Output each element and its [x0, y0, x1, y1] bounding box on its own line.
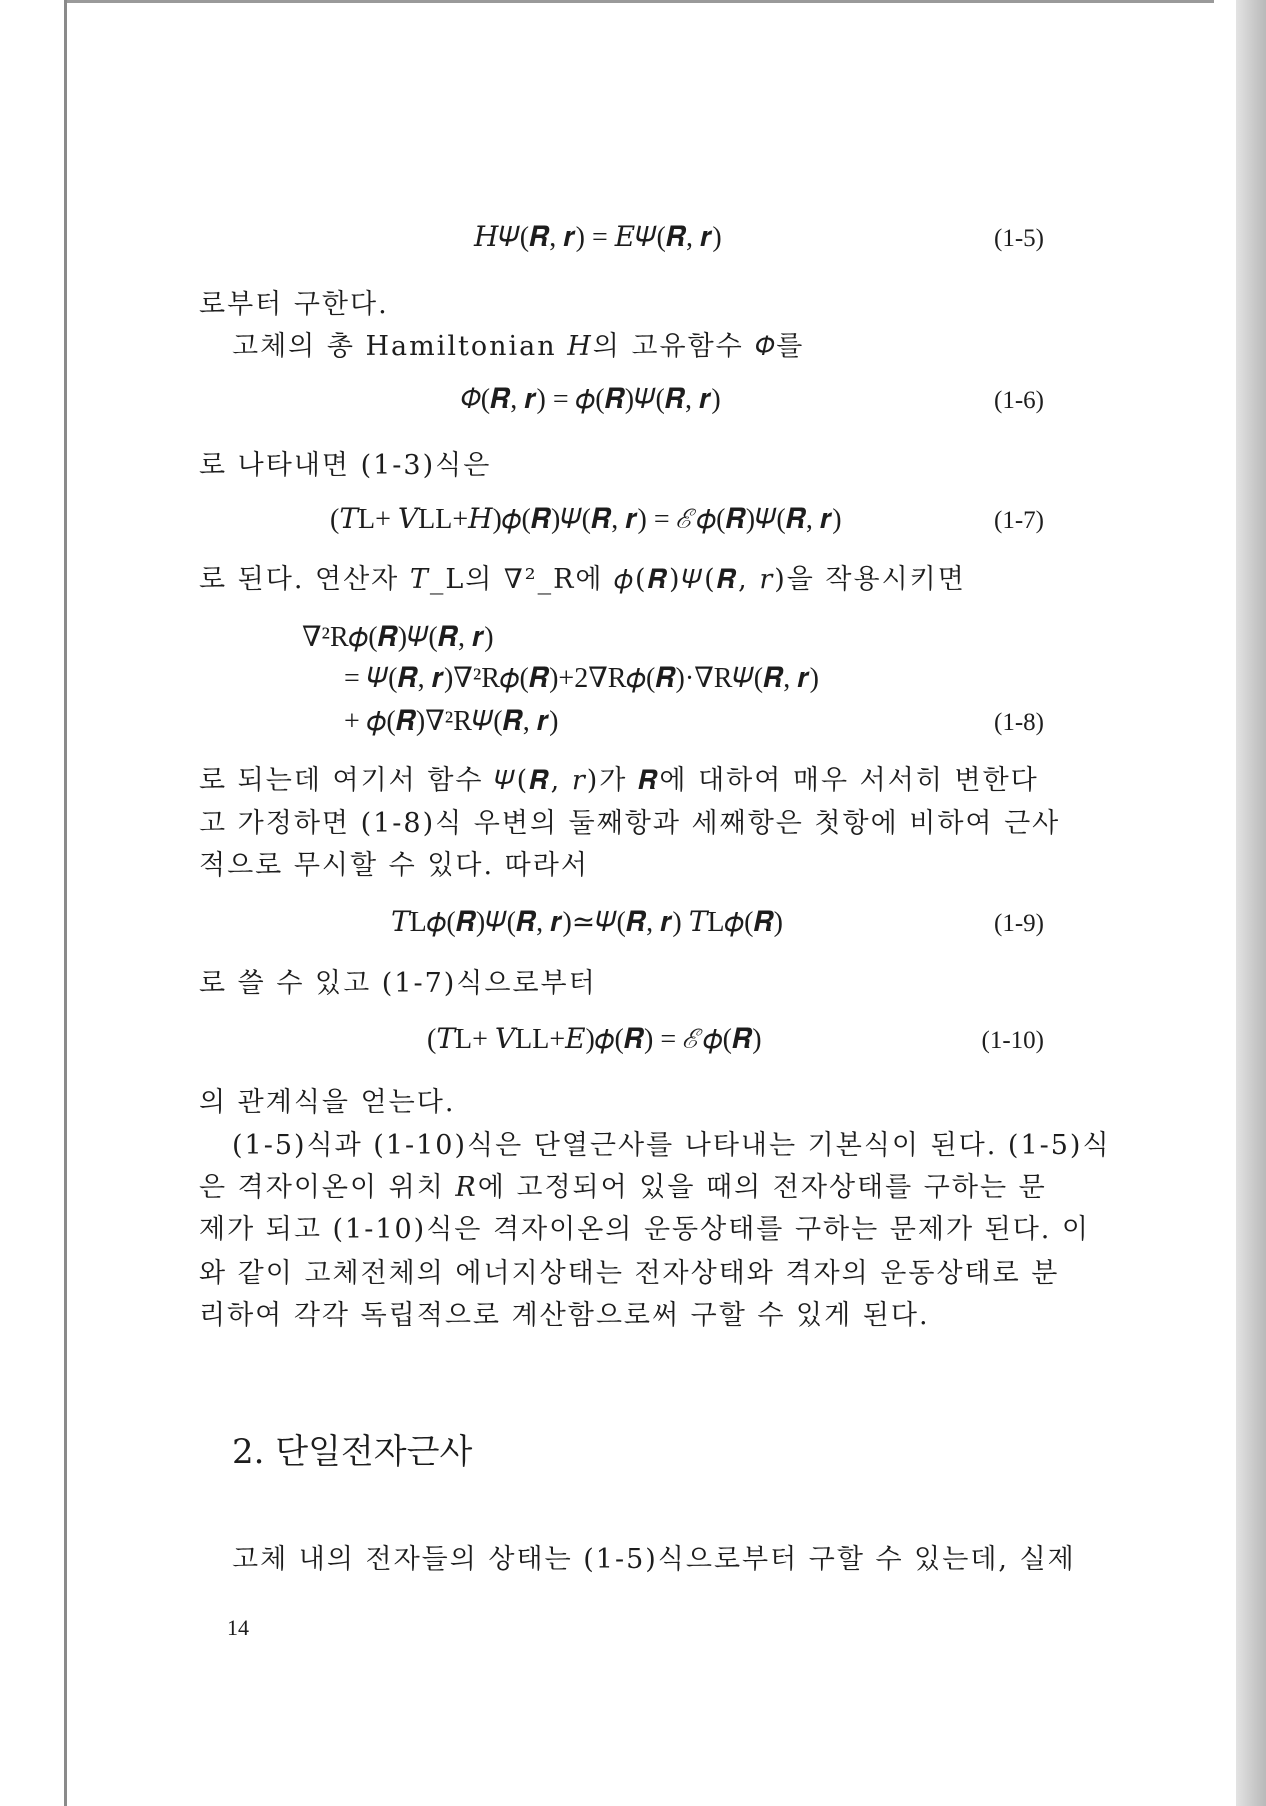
equation-number-1-5: (1-5): [994, 225, 1044, 252]
text-line: 로 나타내면 (1-3)식은: [199, 450, 492, 481]
equation-1-9: 𝑇L𝜙(𝑹)𝛹(𝑹, 𝒓)≃𝛹(𝑹, 𝒓) 𝑇L𝜙(𝑹): [391, 907, 783, 938]
text-line: 적으로 무시할 수 있다. 따라서: [199, 850, 589, 881]
scan-shadow-right: [1236, 0, 1266, 1806]
book-page: [67, 3, 1236, 1806]
equation-1-8-line2: = 𝛹(𝑹, 𝒓)∇²R𝜙(𝑹)+2∇R𝜙(𝑹)·∇R𝛹(𝑹, 𝒓): [344, 663, 819, 694]
text-line: 로부터 구한다.: [199, 289, 389, 320]
text-line: 고 가정하면 (1-8)식 우변의 둘째항과 세째항은 첫항에 비하여 근사: [199, 808, 1061, 839]
text-line: 로 된다. 연산자 𝑇_L의 ∇²_R에 𝜙(𝑹)𝛹(𝑹, 𝑟)을 작용시키면: [199, 564, 966, 595]
page-number: 14: [227, 1615, 249, 1640]
text-line: 제가 되고 (1-10)식은 격자이온의 운동상태를 구하는 문제가 된다. 이: [199, 1214, 1091, 1245]
equation-1-6: 𝛷(𝑹, 𝒓) = 𝜙(𝑹)𝛹(𝑹, 𝒓): [460, 384, 721, 415]
text-line: 은 격자이온이 위치 𝑅에 고정되어 있을 때의 전자상태를 구하는 문: [199, 1172, 1047, 1203]
text-line: 의 관계식을 얻는다.: [199, 1087, 456, 1118]
equation-1-7: (𝑇L+ 𝑉LL+𝐻)𝜙(𝑹)𝛹(𝑹, 𝒓) = ℰ𝜙(𝑹)𝛹(𝑹, 𝒓): [330, 504, 842, 535]
equation-number-1-9: (1-9): [994, 910, 1044, 937]
equation-1-10: (𝑇L+ 𝑉LL+𝐸)𝜙(𝑹) = ℰ𝜙(𝑹): [427, 1024, 762, 1055]
text-line: 고체의 총 Hamiltonian 𝐻의 고유함수 𝛷를: [232, 331, 805, 362]
equation-1-8-line1: ∇²R𝜙(𝑹)𝛹(𝑹, 𝒓): [302, 622, 494, 653]
text-line: 고체 내의 전자들의 상태는 (1-5)식으로부터 구할 수 있는데, 실제: [232, 1544, 1076, 1575]
equation-number-1-8: (1-8): [994, 709, 1044, 736]
equation-number-1-6: (1-6): [994, 387, 1044, 414]
text-line: (1-5)식과 (1-10)식은 단열근사를 나타내는 기본식이 된다. (1-5)식: [232, 1130, 1111, 1161]
equation-1-5: 𝐻𝛹(𝑹, 𝒓) = 𝐸𝛹(𝑹, 𝒓): [474, 222, 722, 253]
equation-number-1-7: (1-7): [994, 507, 1044, 534]
equation-number-1-10: (1-10): [981, 1027, 1044, 1054]
section-heading: 2. 단일전자근사: [232, 1432, 473, 1472]
text-line: 로 쓸 수 있고 (1-7)식으로부터: [199, 968, 597, 999]
equation-1-8-line3: + 𝜙(𝑹)∇²R𝛹(𝑹, 𝒓): [344, 706, 559, 737]
text-line: 와 같이 고체전체의 에너지상태는 전자상태와 격자의 운동상태로 분: [199, 1258, 1060, 1289]
text-line: 리하여 각각 독립적으로 계산함으로써 구할 수 있게 된다.: [199, 1300, 930, 1331]
text-line: 로 되는데 여기서 함수 𝛹(𝑹, 𝑟)가 𝑹에 대하여 매우 서서히 변한다: [199, 765, 1039, 796]
